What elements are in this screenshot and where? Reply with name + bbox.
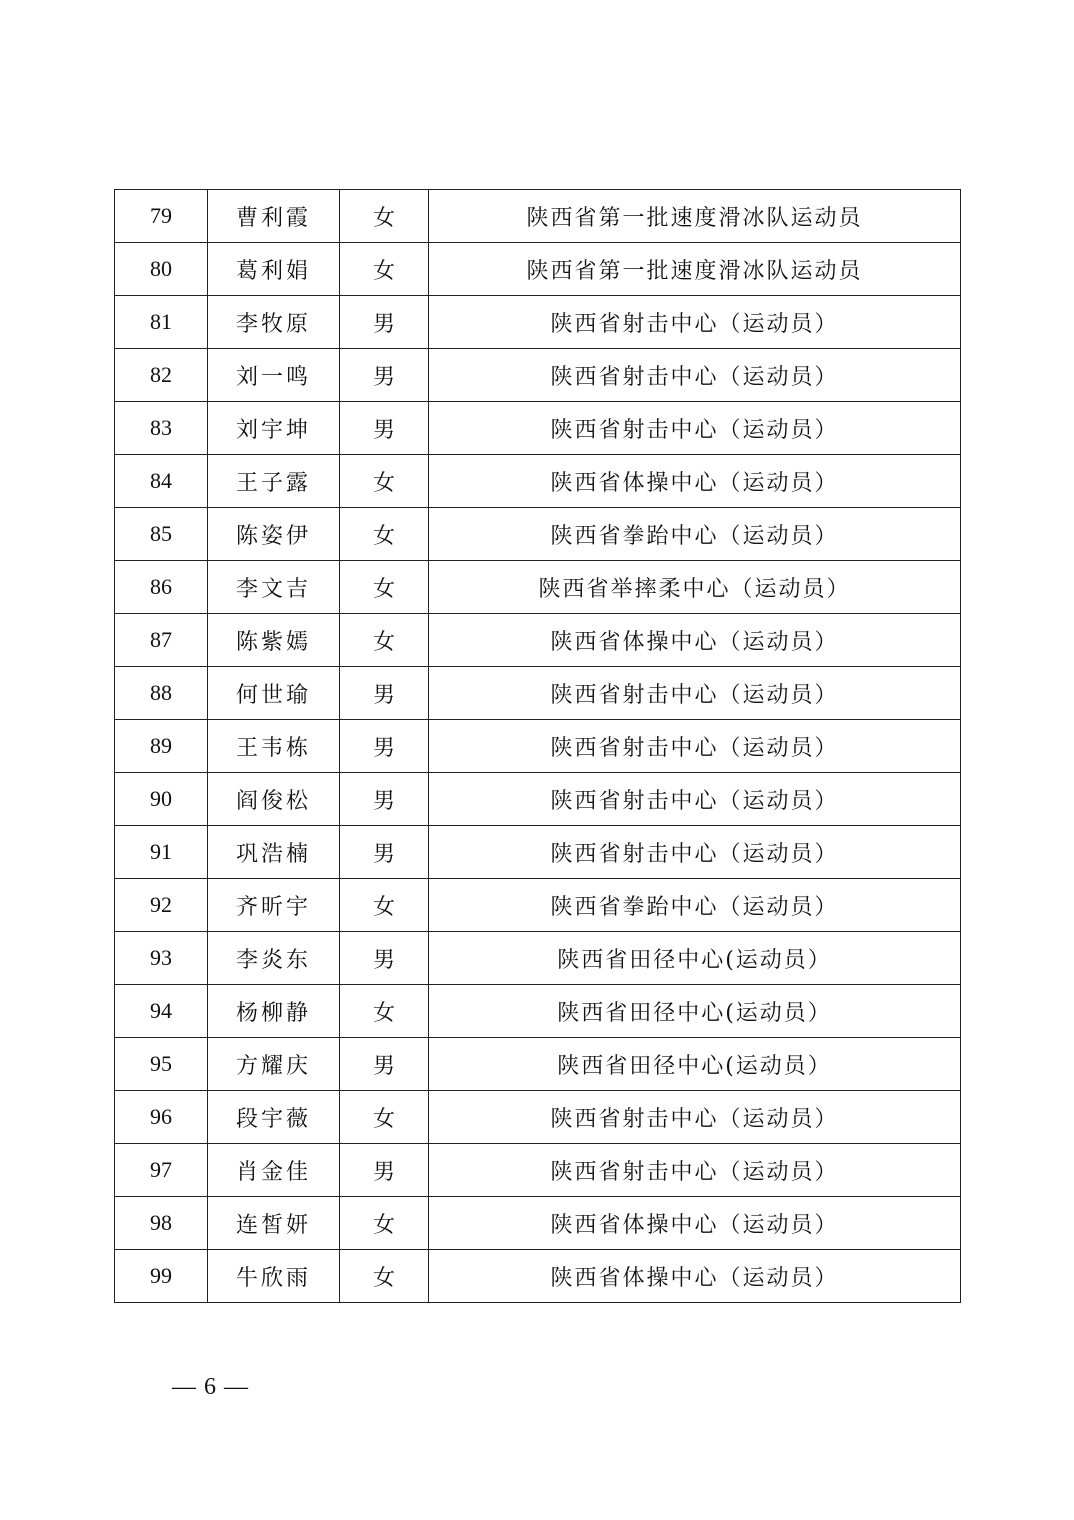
athlete-unit: 陕西省射击中心（运动员）: [429, 667, 961, 720]
athlete-unit: 陕西省体操中心（运动员）: [429, 614, 961, 667]
athlete-gender: 女: [340, 1091, 429, 1144]
athlete-name: 段宇薇: [208, 1091, 340, 1144]
row-number: 99: [115, 1250, 208, 1303]
athlete-gender: 女: [340, 243, 429, 296]
table-row: [115, 1038, 961, 1091]
athlete-unit: 陕西省射击中心（运动员）: [429, 296, 961, 349]
athlete-gender: 女: [340, 879, 429, 932]
row-number: 79: [115, 190, 208, 243]
athlete-unit: 陕西省第一批速度滑冰队运动员: [429, 190, 961, 243]
table-row: [115, 879, 961, 932]
athlete-gender: 女: [340, 614, 429, 667]
athlete-name: 陈紫嫣: [208, 614, 340, 667]
athlete-gender: 男: [340, 1038, 429, 1091]
athlete-unit: 陕西省射击中心（运动员）: [429, 1144, 961, 1197]
athlete-name: 李牧原: [208, 296, 340, 349]
athlete-name: 方耀庆: [208, 1038, 340, 1091]
athlete-gender: 男: [340, 826, 429, 879]
athlete-name: 王韦栋: [208, 720, 340, 773]
athlete-name: 牛欣雨: [208, 1250, 340, 1303]
athlete-gender: 女: [340, 561, 429, 614]
athlete-name: 李文吉: [208, 561, 340, 614]
athlete-gender: 男: [340, 667, 429, 720]
row-number: 85: [115, 508, 208, 561]
row-number: 81: [115, 296, 208, 349]
athlete-gender: 男: [340, 349, 429, 402]
table-row: [115, 402, 961, 455]
table-row: [115, 1144, 961, 1197]
table-row: [115, 773, 961, 826]
table-row: [115, 1197, 961, 1250]
athlete-unit: 陕西省射击中心（运动员）: [429, 826, 961, 879]
row-number: 87: [115, 614, 208, 667]
table-row: [115, 932, 961, 985]
row-number: 82: [115, 349, 208, 402]
roster-table-body: [115, 190, 961, 1303]
row-number: 86: [115, 561, 208, 614]
row-number: 90: [115, 773, 208, 826]
athlete-name: 阎俊松: [208, 773, 340, 826]
table-row: [115, 667, 961, 720]
table-row: [115, 1250, 961, 1303]
athlete-unit: 陕西省射击中心（运动员）: [429, 773, 961, 826]
athlete-name: 杨柳静: [208, 985, 340, 1038]
table-row: [115, 614, 961, 667]
table-row: [115, 826, 961, 879]
row-number: 92: [115, 879, 208, 932]
athlete-unit: 陕西省拳跆中心（运动员）: [429, 508, 961, 561]
athlete-unit: 陕西省射击中心（运动员）: [429, 402, 961, 455]
athlete-gender: 男: [340, 720, 429, 773]
athlete-name: 刘一鸣: [208, 349, 340, 402]
table-row: [115, 455, 961, 508]
athlete-gender: 女: [340, 1250, 429, 1303]
athlete-unit: 陕西省体操中心（运动员）: [429, 1250, 961, 1303]
row-number: 89: [115, 720, 208, 773]
row-number: 97: [115, 1144, 208, 1197]
row-number: 84: [115, 455, 208, 508]
table-row: [115, 296, 961, 349]
row-number: 93: [115, 932, 208, 985]
athlete-unit: 陕西省射击中心（运动员）: [429, 720, 961, 773]
athlete-unit: 陕西省体操中心（运动员）: [429, 1197, 961, 1250]
athlete-unit: 陕西省拳跆中心（运动员）: [429, 879, 961, 932]
row-number: 88: [115, 667, 208, 720]
table-row: [115, 1091, 961, 1144]
athlete-unit: 陕西省射击中心（运动员）: [429, 349, 961, 402]
table-row: [115, 720, 961, 773]
athlete-gender: 女: [340, 1197, 429, 1250]
table-row: [115, 985, 961, 1038]
athlete-name: 齐昕宇: [208, 879, 340, 932]
table-row: [115, 190, 961, 243]
row-number: 91: [115, 826, 208, 879]
athlete-unit: 陕西省射击中心（运动员）: [429, 1091, 961, 1144]
athlete-name: 王子露: [208, 455, 340, 508]
athlete-gender: 女: [340, 190, 429, 243]
athlete-name: 肖金佳: [208, 1144, 340, 1197]
athlete-name: 葛利娟: [208, 243, 340, 296]
table-row: [115, 349, 961, 402]
athlete-gender: 女: [340, 455, 429, 508]
athlete-unit: 陕西省田径中心(运动员）: [429, 932, 961, 985]
athlete-unit: 陕西省田径中心(运动员）: [429, 1038, 961, 1091]
athlete-gender: 男: [340, 402, 429, 455]
athlete-unit: 陕西省田径中心(运动员）: [429, 985, 961, 1038]
athlete-gender: 男: [340, 1144, 429, 1197]
athlete-gender: 男: [340, 296, 429, 349]
athlete-gender: 女: [340, 985, 429, 1038]
row-number: 83: [115, 402, 208, 455]
table-row: [115, 561, 961, 614]
athlete-unit: 陕西省体操中心（运动员）: [429, 455, 961, 508]
table-row: [115, 508, 961, 561]
athlete-name: 陈姿伊: [208, 508, 340, 561]
row-number: 95: [115, 1038, 208, 1091]
row-number: 80: [115, 243, 208, 296]
athlete-unit: 陕西省举摔柔中心（运动员）: [429, 561, 961, 614]
athlete-name: 连皙妍: [208, 1197, 340, 1250]
athlete-unit: 陕西省第一批速度滑冰队运动员: [429, 243, 961, 296]
table-row: [115, 243, 961, 296]
athlete-name: 巩浩楠: [208, 826, 340, 879]
athlete-name: 刘宇坤: [208, 402, 340, 455]
roster-table: [114, 189, 961, 1303]
row-number: 94: [115, 985, 208, 1038]
row-number: 98: [115, 1197, 208, 1250]
athlete-gender: 女: [340, 508, 429, 561]
athlete-gender: 男: [340, 773, 429, 826]
athlete-gender: 男: [340, 932, 429, 985]
row-number: 96: [115, 1091, 208, 1144]
athlete-name: 李炎东: [208, 932, 340, 985]
athlete-name: 曹利霞: [208, 190, 340, 243]
page-number: — 6 —: [172, 1374, 249, 1400]
athlete-name: 何世瑜: [208, 667, 340, 720]
